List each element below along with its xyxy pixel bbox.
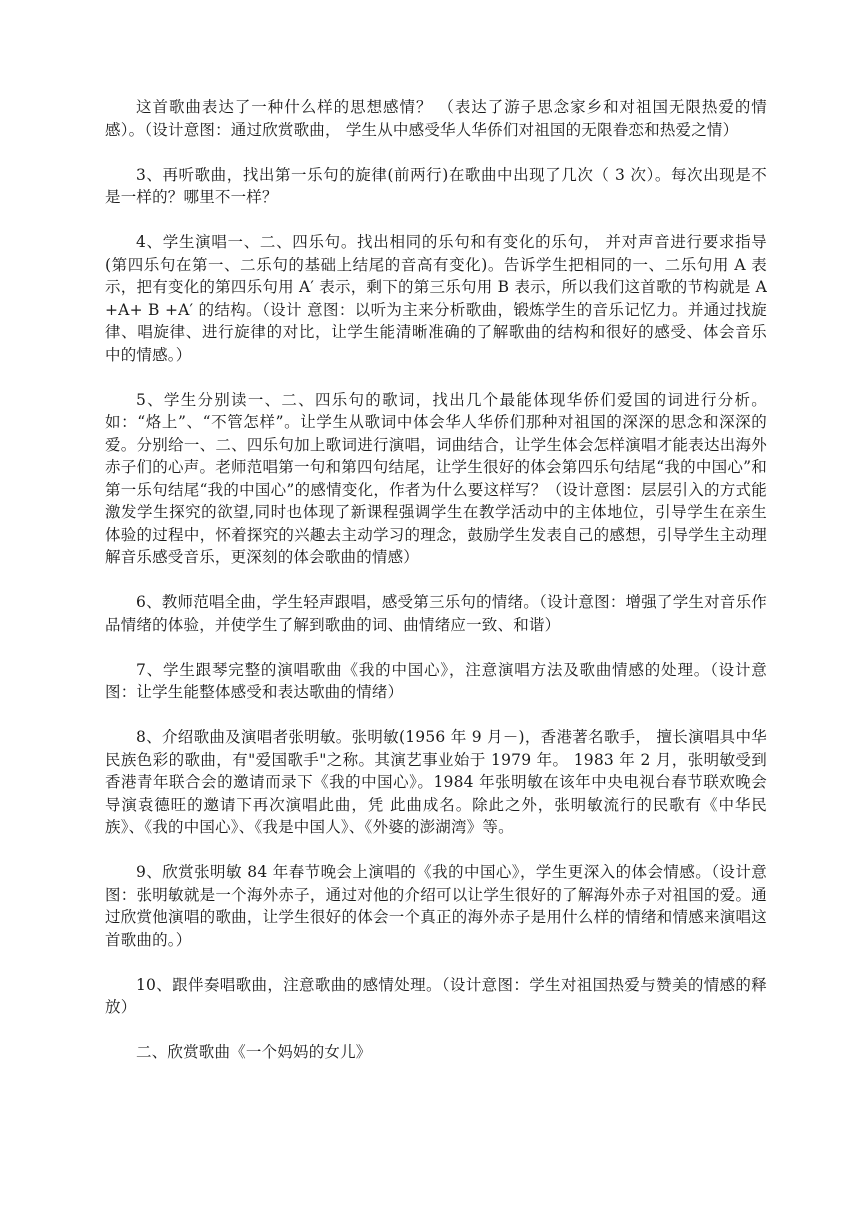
paragraph-step-9: 9、欣赏张明敏 84 年春节晚会上演唱的《我的中国心》，学生更深入的体会情感。（设计意图：张明敏就是一个海外赤子，通过对他的介绍可以让学生很好的了解海外赤子对祖国的爱。通过欣赏他演唱的歌曲，让学生很好的体会一个真正的海外赤子是用什么样的情绪和情感来演唱这首歌曲的。） bbox=[105, 863, 767, 949]
paragraph-step-7: 7、学生跟琴完整的演唱歌曲《我的中国心》，注意演唱方法及歌曲情感的处理。（设计意图：让学生能整体感受和表达歌曲的情绪） bbox=[105, 660, 767, 701]
paragraph-step-8: 8、介绍歌曲及演唱者张明敏。张明敏(1956 年 9 月－)，香港著名歌手， 擅长演唱具中华民族色彩的歌曲，有"爱国歌手"之称。其演艺事业始于 1979 年。 1983 年 2 月，张明敏受到香港青年联合会的邀请而录下《我的中国心》。1984 年张明敏在该年中央电视台春节联欢晚会导演袁德旺的邀请下再次演唱此曲，凭 此曲成名。除此之外，张明敏流行的民歌有《中华民族》、《我的中国心》、《我是中国人》、《外婆的澎湖湾》等。 bbox=[105, 728, 767, 836]
paragraph-step-6: 6、教师范唱全曲，学生轻声跟唱，感受第三乐句的情绪。（设计意图：增强了学生对音乐作品情绪的体验，并使学生了解到歌曲的词、曲情绪应一致、和谐） bbox=[105, 593, 767, 634]
paragraph-step-3: 3、再听歌曲，找出第一乐句的旋律(前两行)在歌曲中出现了几次（ 3 次）。每次出现是不是一样的？哪里不一样？ bbox=[105, 165, 767, 206]
document-page bbox=[105, 96, 767, 1064]
section-heading: 二、欣赏歌曲《一个妈妈的女儿》 bbox=[136, 1043, 372, 1061]
paragraph-step-10: 10、跟伴奏唱歌曲，注意歌曲的感情处理。（设计意图：学生对祖国热爱与赞美的情感的释放） bbox=[105, 975, 767, 1016]
paragraph-step-4: 4、学生演唱一、二、四乐句。找出相同的乐句和有变化的乐句， 并对声音进行要求指导(第四乐句在第一、二乐句的基础上结尾的音高有变化)。告诉学生把相同的一、二乐句用 A 表示，把有变化的第四乐句用 A′ 表示，剩下的第三乐句用 B 表示，所以我们这首歌的节构就是 A+A+ B +A′ 的结构。（设计 意图：以听为主来分析歌曲，锻炼学生的音乐记忆力。并通过找旋律、唱旋律、进行旋律的对比，让学生能清晰准确的了解歌曲的结构和很好的感受、体会音乐 中的情感。） bbox=[105, 233, 767, 364]
paragraph-song-emotion: 这首歌曲表达了一种什么样的思想感情？ （表达了游子思念家乡和对祖国无限热爱的情感）。（设计意图：通过欣赏歌曲， 学生从中感受华人华侨们对祖国的无限眷恋和热爱之情） bbox=[105, 98, 767, 139]
paragraph-step-5: 5、学生分别读一、二、四乐句的歌词，找出几个最能体现华侨们爱国的词进行分析。如：“烙上”、“不管怎样”。让学生从歌词中体会华人华侨们那种对祖国的深深的思念和深深的爱。分别给一、二、四乐句加上歌词进行演唱，词曲结合，让学生体会怎样演唱才能表达出海外赤子们的心声。老师范唱第一句和第四句结尾，让学生很好的体会第四乐句结尾“我的中国心”和第一乐句结尾“我的中国心”的感情变化，作者为什么要这样写？（设计意图：层层引入的方式能激发学生探究的欲望,同时也体现了新课程强调学生在教学活动中的主体地位，引导学生在亲生体验的过程中，怀着探究的兴趣去主动学习的理念，鼓励学生发表自己的感想，引导学生主动理解音乐感受音乐，更深刻的体会歌曲的情感） bbox=[105, 390, 767, 566]
